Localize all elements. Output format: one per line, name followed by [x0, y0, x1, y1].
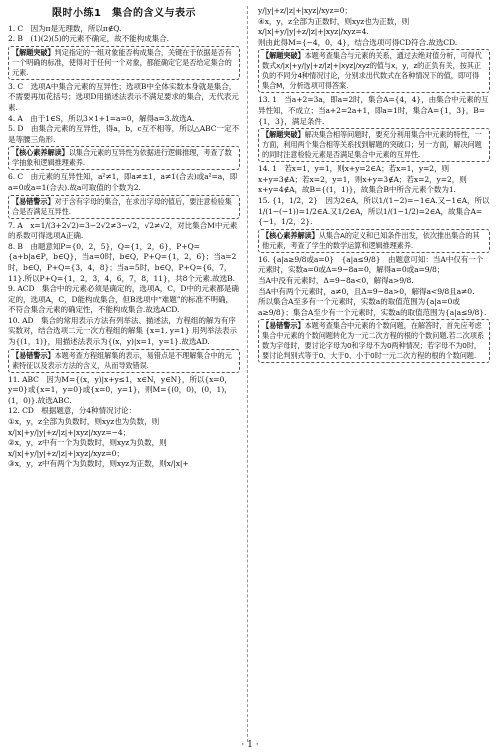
- note-box: [8, 195, 240, 219]
- answer-paragraph: 8. B 由题意知P={0，2，5}，Q={1，2，6}，P+Q={a+b|a∈P，b∈Q}，当a=0时，b∈Q，P+Q={1，2，6}；当a=2时，b∈Q，P+Q={3，4，8}；当a=5时，b∈Q，P+Q={6，7，11}.所以P+Q={1，2，3，4，6，7，8，11}，共8个元素.故选B.: [8, 241, 237, 283]
- left-column: [8, 6, 240, 470]
- answer-paragraph: 13. 1 当a+2=3a，即a=2时，集合A={4，4}，由集合中元素的互异性知，不成立；当a+2=2a+1，即a=1时，集合A={1，3}，B={1，3}，满足条件.: [258, 95, 489, 126]
- note-text: 从集合A的定义和已知条件出发，依次推出集合的其他元素，考查了学生的数学运算和逻辑推理素养.: [262, 230, 480, 250]
- answer-paragraph: 3. C 选项A中集合元素的互异性；选项B中全体实数本身就是集合，不需要再加花括号；选项D用描述法表示不满足要求的集合，无代表元素.: [8, 81, 239, 112]
- note-tag: 【易错警示】: [12, 196, 55, 206]
- answer-paragraph: 11. ABC 因为M={(x，y)|x+y≤1，x∈N，y∈N}，所以{x=0，y=0}或{x=1，y=0}或{x=0，y=1}，则M={(0，0)，(0，1)，(1，0)}.故选ABC.: [8, 374, 232, 405]
- note-tag: 【核心素养解读】: [12, 148, 69, 158]
- answer-paragraph: 10. AD 集合的常用表示方法有列举法、描述法，方程组的解为有序实数对，结合选项二元一次方程组的解集 {x=1, y=1} 用列举法表示为{(1，1)}，用描述法表示为{(x，y)|x=1，y=1}.故选AD.: [8, 315, 237, 347]
- answer-paragraph: 4. A 由于1∈S，所以3×1+1=a=0，解得a=3.故选A.: [8, 113, 195, 123]
- page-number: · 1 ·: [241, 740, 259, 750]
- answer-paragraph: 当A中有两个元素时，a≠0，且Δ=9−8a>0，解得a<9/8且a≠0.: [258, 286, 475, 296]
- note-box: [258, 319, 490, 363]
- note-box: [8, 46, 240, 80]
- answer-paragraph: 则由此得M={−4，0，4}，结合选项可得CD符合.故选CD.: [258, 37, 458, 47]
- answer-paragraph: 2. B (1)(2)(5)的元素不确定，故不能构成集合.: [8, 34, 169, 44]
- note-text: 判定指定的一组对象能否构成集合，关键在于依据是否有一个明确的标准，使得对于任何一个对象，都能确定它是否给定集合的元素.: [12, 47, 232, 77]
- answer-paragraph: ④x，y，z全部为正数时，则xyz也为正数，则x/|x|+y/|y|+z/|z|+|xyz|/xyz=4.: [258, 16, 410, 37]
- note-text: 本题考查集合中元素的个数问题，在解答时，首先应考虑集合中元素的个数问题转化为一元二次方程的根的个数问题.若二次项系数为字母时，要讨论字母为0和字母不为0两种情况；若字母不为0时，要讨论判别式等于0、大于0、小于0时一元二次方程的根的个数问题.: [262, 321, 484, 361]
- answer-paragraph: ②x，y，z中有一个为负数时，则xyz为负数，则x/|x|+y/|y|+z/|z|+|xyz|/xyz=0；: [8, 438, 167, 458]
- answer-paragraph: y/|y|+z/|z|+|xyz|/xyz=0；: [258, 6, 352, 15]
- note-text: 对于含有字母的集合，在求出字母的值后，要注意检验集合是否满足互异性.: [12, 196, 232, 216]
- answer-paragraph: 1. C 因为π是无理数，所以π∉Q.: [8, 23, 122, 33]
- note-text: 解决集合相等问题时，要充分利用集合中元素的特性，一方面，利用两个集合相等关系找到解题的突破口；另一方面，解决问题的同时注意检验元素是否满足集合中元素的互异性.: [262, 130, 482, 160]
- answer-paragraph: 5. D 由集合元素的互异性，得a，b，c互不相等，所以△ABC一定不是等腰三角形.: [8, 124, 239, 144]
- right-column: [258, 6, 490, 365]
- note-tag: 【易错警示】: [262, 321, 305, 331]
- note-box: [8, 349, 240, 373]
- right-flow: [258, 6, 490, 363]
- note-text: 本题考查方程组解集的表示，易错点是不理解集合中的元素特征以及表示方法的含义，从而导致错误.: [12, 350, 232, 370]
- note-box: [258, 128, 490, 162]
- note-box: [258, 49, 490, 93]
- note-tag: 【易错警示】: [12, 350, 55, 360]
- note-text: 以集合元素的互异性为依据进行逻辑推理，考查了数学抽象和逻辑推理素养.: [12, 148, 232, 168]
- note-tag: 【解题突破】: [12, 47, 55, 57]
- answer-paragraph: 12. CD 根据题意，分4种情况讨论：: [8, 406, 136, 416]
- note-box: [258, 229, 490, 253]
- note-tag: 【解题突破】: [262, 130, 305, 140]
- answer-paragraph: 14. 1 若x=1，y=1，则x+y=2∈A；若x=1，y=2，则x+y=3∉A；若x=2，y=1，则x+y=3∉A；若x=2，y=2，则x+y=4∉A，故B={(1，1)}，故集合B中所含元素个数为1.: [258, 164, 467, 195]
- answer-paragraph: ①x，y，z全部为负数时，则xyz也为负数，则x/|x|+y/|y|+z/|z|+|xyz|/xyz=−4；: [8, 417, 160, 437]
- note-text: 本题考查集合与元素的关系，通过去绝对值分析，可得代数式x/|x|+y/|y|+z/|z|+|xyz|/xyz的值与x，y，z的正负有关，按其正负的不同分4种情况讨论，分别求出代数式在各种情况下的值，即可得集合M，分析选项可得答案.: [262, 51, 482, 91]
- left-flow: [8, 24, 240, 470]
- answer-paragraph: 9. ACD 集合中的元素必须是确定的，选项A，C，D中的元素都是确定的，选项A，C，D能构成集合，但B选项中“难题”的标准不明确，不符合集合元素的确定性，不能构成集合.故选ACD.: [8, 284, 239, 315]
- column-divider: [247, 6, 248, 742]
- answer-paragraph: 16. {a|a≥9/8或a=0} {a|a≤9/8} 由题意可知：当A中仅有一个元素时，实数a=0或Δ=9−8a=0，解得a=0或a=9/8；: [258, 254, 484, 275]
- note-tag: 【解题突破】: [262, 51, 305, 61]
- answer-paragraph: 6. C 由元素的互异性知，a²≠1，即a≠±1，a≠1(合去)或a²=a，即a=0或a=1(合去).故a可取值的个数为2.: [8, 172, 238, 192]
- answer-paragraph: 所以集合A至多有一个元素时，实数a的取值范围为{a|a=0或a≥9/8}；集合A至少有一个元素时，实数a的取值范围为{a|a≤9/8}.: [258, 297, 487, 317]
- answer-paragraph: 7. A x=1/(3+2√2)=3−2√2≠3−√2，√2≠√2，对比集合M中元素的系数可得选项A正确.: [8, 220, 238, 241]
- note-tag: 【核心素养解读】: [262, 230, 319, 240]
- page-title: 限时小练1 集合的含义与表示: [52, 8, 196, 19]
- answer-paragraph: 当A中没有元素时，Δ=9−8a<0，解得a>9/8.: [258, 275, 414, 285]
- answer-paragraph: 15. {1，1/2，2} 因为2∈A，所以1/(1−2)=−1∈A.又−1∈A，所以1/(1−(−1))=1/2∈A.又1/2∈A，所以1/(1−1/2)=2∈A，故集合A={−1，1/2，2}.: [258, 195, 490, 227]
- note-box: [8, 146, 240, 170]
- answer-paragraph: ③x，y，z中有两个为负数时，则xyz为正数，则x/|x|+: [8, 459, 189, 469]
